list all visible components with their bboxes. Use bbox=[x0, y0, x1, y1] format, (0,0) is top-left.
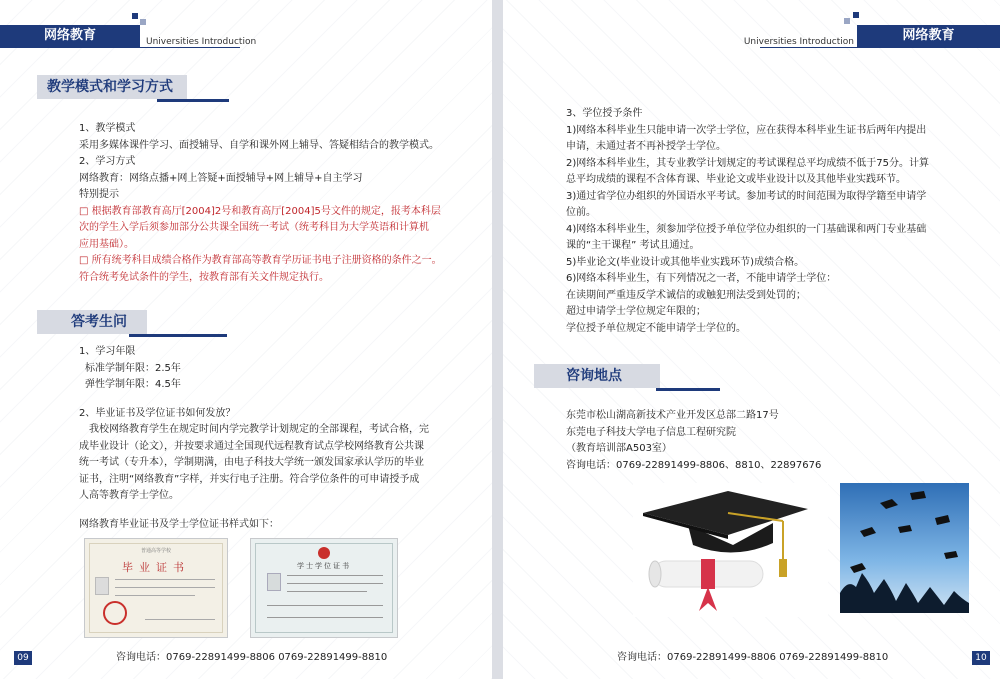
text-line: 1、教学模式 bbox=[79, 123, 136, 134]
cert-photo-placeholder bbox=[267, 573, 281, 591]
text-line: （教育培训部A503室） bbox=[566, 443, 672, 454]
text-line: 证书，注明“网络教育”字样，并实行电子注册。符合学位条件的可申请授予成 bbox=[79, 473, 420, 485]
header-rule bbox=[0, 47, 240, 48]
text-line: 总平均成绩的课程不含体育课、毕业论文或毕业设计以及其他毕业实践环节。 bbox=[566, 174, 906, 185]
graduation-certificate-image bbox=[84, 538, 228, 638]
notice-line: 应用基础）。 bbox=[79, 238, 134, 250]
cert-title: 学士学位证书 bbox=[297, 562, 351, 570]
section-heading-contact bbox=[534, 364, 660, 388]
left-page bbox=[0, 0, 492, 679]
text-line: 人高等教育学士学位。 bbox=[79, 490, 179, 501]
header-deco-square bbox=[132, 13, 138, 19]
header-subtitle: Universities Introduction bbox=[146, 37, 257, 47]
section1-body bbox=[79, 121, 442, 286]
text-line: 1)网络本科毕业生只能申请一次学士学位，应在获得本科毕业生证书后两年内提出 bbox=[566, 124, 927, 136]
text-line: 超过申请学士学位规定年限的； bbox=[566, 306, 706, 317]
degree-certificate-image bbox=[250, 538, 398, 638]
caps-tossed-photo bbox=[840, 483, 969, 613]
text-line: 在读期间严重违反学术诚信的或触犯刑法受到处罚的； bbox=[566, 289, 806, 301]
section-heading-underline bbox=[129, 334, 227, 337]
section-heading-faq bbox=[37, 310, 147, 334]
notice-line: □ 根据教育部教育高厅[2004]2号和教育高厅[2004]5号文件的规定，报考本科层 bbox=[79, 205, 441, 217]
text-line: 弹性学制年限：4.5年 bbox=[85, 379, 181, 390]
header-title: 网络教育 bbox=[0, 25, 140, 47]
text-line: 课的“主干课程” 考试且通过。 bbox=[566, 240, 700, 251]
section-heading-underline bbox=[157, 99, 229, 102]
section2-body bbox=[79, 344, 429, 533]
text-line: 5)毕业论文(毕业设计或其他毕业实践环节)成绩合格。 bbox=[566, 256, 805, 268]
spacer bbox=[79, 505, 429, 517]
section-heading-underline bbox=[656, 388, 720, 391]
text-line: 学位授予单位规定不能申请学士学位的。 bbox=[566, 322, 746, 334]
text-line: 2、学习方式 bbox=[79, 156, 136, 167]
header-deco-square bbox=[853, 12, 859, 18]
page-number: 10 bbox=[972, 651, 990, 665]
header-deco-square bbox=[140, 19, 146, 25]
text-line: 3)通过省学位办组织的外国语水平考试。参加考试的时间范围为取得学籍至申请学 bbox=[566, 190, 927, 202]
cert-top-text: 普通高等学校 bbox=[140, 548, 171, 554]
text-line: 东莞市松山湖高新技术产业开发区总部二路17号 bbox=[566, 410, 779, 421]
text-line: 咨询电话：0769-22891499-8806、8810、22897676 bbox=[566, 459, 822, 471]
text-line: 成毕业设计（论文），并按要求通过全国现代远程教育试点学校网络教育公共课 bbox=[79, 440, 424, 452]
section-heading-text: 咨询地点 bbox=[566, 368, 622, 384]
degree-conditions bbox=[566, 106, 929, 337]
text-line: 申请，未通过者不再补授学士学位。 bbox=[566, 141, 726, 152]
section-heading-teaching bbox=[37, 75, 187, 99]
text-line: 采用多媒体课件学习、面授辅导、自学和课外网上辅导、答疑相结合的教学模式。 bbox=[79, 139, 439, 151]
cert-photo-placeholder bbox=[95, 577, 109, 595]
spacer bbox=[79, 394, 429, 406]
red-seal-icon bbox=[103, 601, 127, 625]
text-line: 我校网络教育学生在规定时间内学完教学计划规定的全部课程，考试合格，完 bbox=[89, 424, 429, 435]
text-line: 标准学制年限：2.5年 bbox=[85, 362, 181, 374]
footer-contact: 咨询电话：0769-22891499-8806 0769-22891499-8810 bbox=[617, 652, 889, 663]
national-emblem-icon bbox=[318, 547, 330, 559]
section-heading-text: 教学模式和学习方式 bbox=[47, 79, 173, 95]
header-subtitle: Universities Introduction bbox=[743, 37, 854, 47]
text-line: 3、学位授予条件 bbox=[566, 108, 643, 119]
notice-line: □ 所有统考科目成绩合格作为教育部高等教育学历证书电子注册资格的条件之一。 bbox=[79, 255, 442, 266]
text-line: 东莞电子科技大学电子信息工程研究院 bbox=[566, 426, 736, 438]
graduation-cap-icon bbox=[633, 483, 828, 617]
text-line: 统一考试（专升本），学制期满，由电子科技大学统一颁发国家承认学历的毕业 bbox=[79, 457, 424, 468]
text-line: 6)网络本科毕业生，有下列情况之一者，不能申请学士学位： bbox=[566, 273, 837, 284]
tossed-caps-icon bbox=[840, 483, 969, 613]
header-deco-square bbox=[844, 18, 850, 24]
text-line: 4)网络本科毕业生，须参加学位授予单位学位办组织的一门基础课和两门专业基础 bbox=[566, 223, 927, 235]
notice-line: 符合统考免试条件的学生，按教育部有关文件规定执行。 bbox=[79, 271, 329, 283]
header-rule bbox=[760, 47, 1000, 48]
notice-line: 次的学生入学后须参加部分公共课全国统一考试（统考科目为大学英语和计算机 bbox=[79, 222, 429, 233]
text-line: 1、学习年限 bbox=[79, 346, 136, 357]
text-line: 网络教育：网络点播+网上答疑+面授辅导+网上辅导+自主学习 bbox=[79, 172, 363, 184]
section-heading-text: 答考生问 bbox=[71, 314, 127, 330]
cert-title: 毕业证书 bbox=[122, 561, 190, 574]
text-line: 2)网络本科毕业生，其专业教学计划规定的考试课程总平均成绩不低于75分。计算 bbox=[566, 157, 929, 169]
contact-address bbox=[566, 408, 821, 474]
text-line: 位前。 bbox=[566, 207, 596, 218]
right-page bbox=[503, 0, 1000, 679]
header-title: 网络教育 bbox=[857, 25, 1000, 47]
text-line: 特别提示 bbox=[79, 189, 119, 200]
book-gutter bbox=[492, 0, 503, 679]
text-line: 网络教育毕业证书及学士学位证书样式如下： bbox=[79, 518, 279, 530]
footer-contact: 咨询电话：0769-22891499-8806 0769-22891499-8810 bbox=[116, 652, 388, 663]
graduation-cap-photo bbox=[633, 483, 828, 617]
page-number: 09 bbox=[14, 651, 32, 665]
text-line: 2、毕业证书及学位证书如何发放？ bbox=[79, 407, 236, 419]
